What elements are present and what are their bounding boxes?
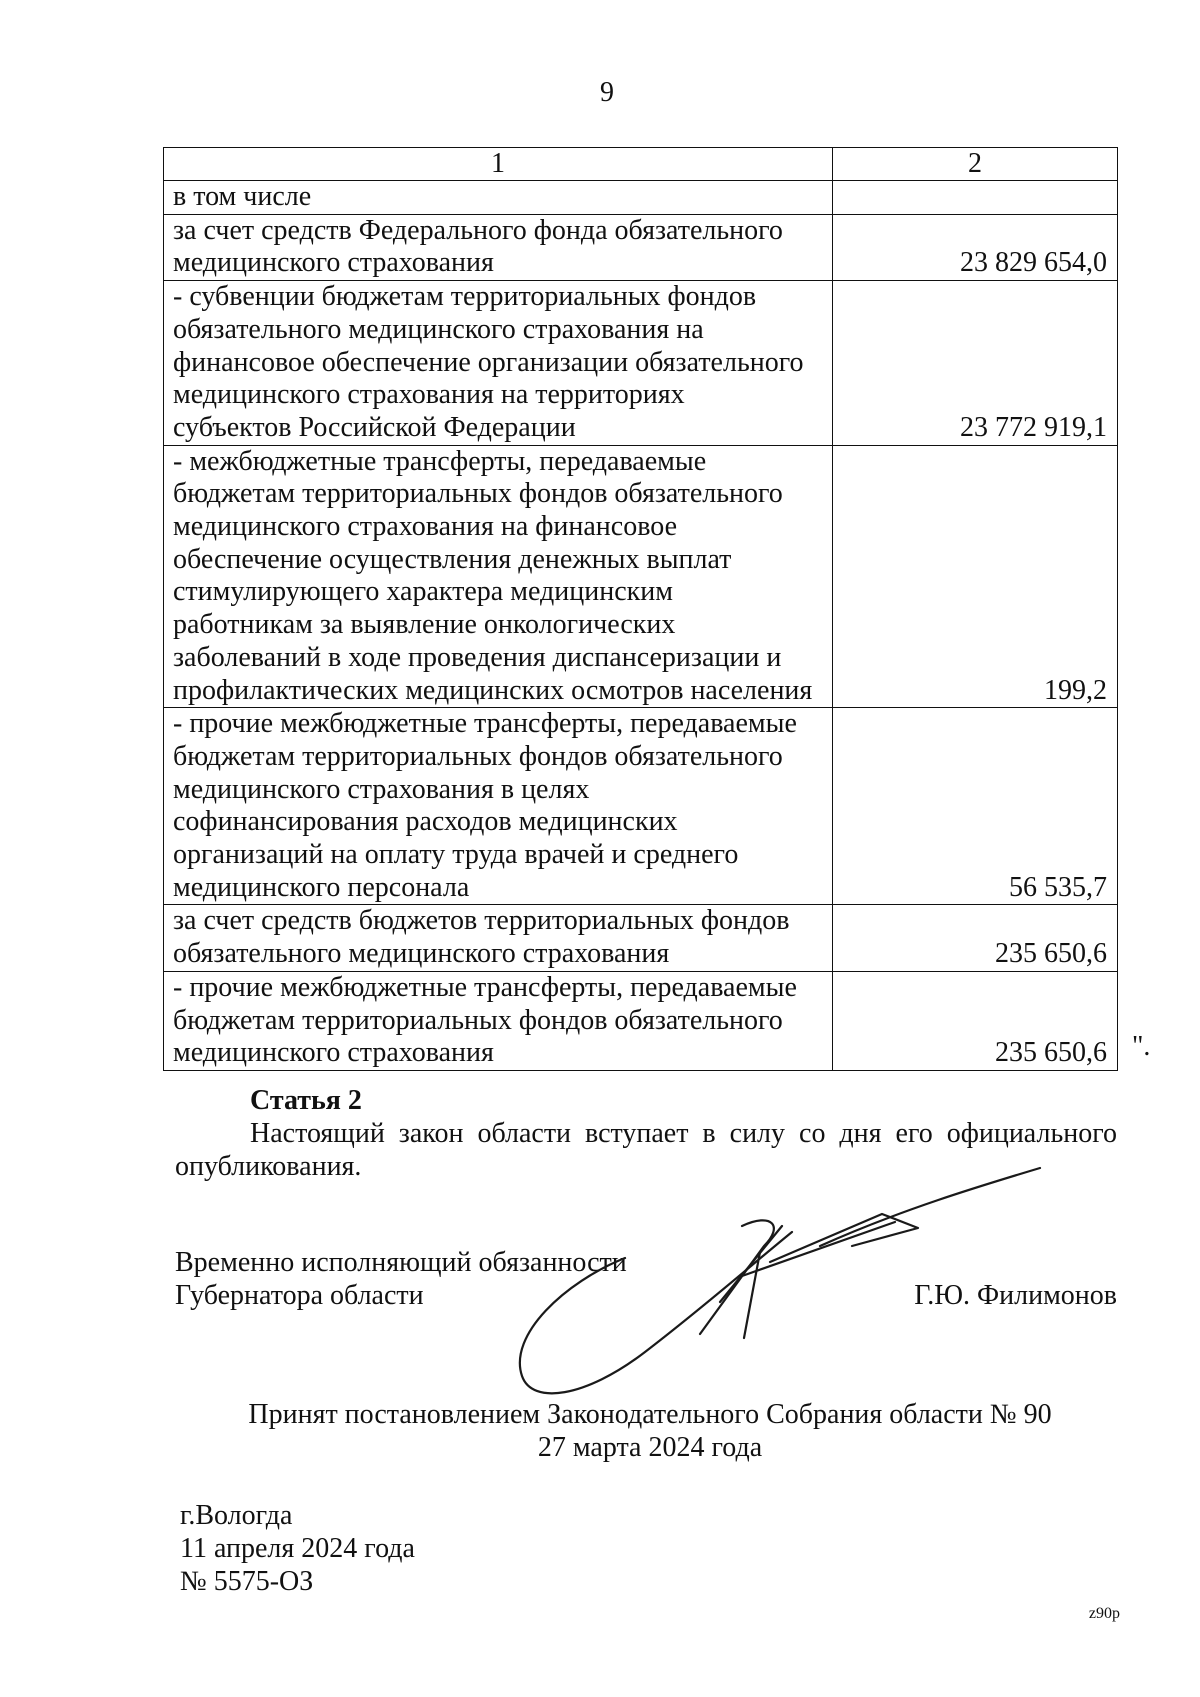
article-title: Статья 2 <box>250 1085 362 1116</box>
row-description-line: обеспечение осуществления денежных выплат <box>173 543 732 575</box>
row-amount: 23 829 654,0 <box>833 214 1118 280</box>
row-description-line: - субвенции бюджетам территориальных фондов <box>173 281 757 313</box>
row-description-line: медицинского персонала <box>173 871 470 903</box>
row-description <box>164 708 833 905</box>
row-amount: 23 772 919,1 <box>833 281 1118 446</box>
signatory-name: Г.Ю. Филимонов <box>914 1280 1117 1311</box>
row-description-line: стимулирующего характера медицинским <box>173 576 673 608</box>
article-text <box>175 1117 1117 1183</box>
row-description-line: бюджетам территориальных фондов обязательного <box>173 1004 783 1036</box>
row-description <box>164 181 833 215</box>
row-amount: 56 535,7 <box>833 708 1118 905</box>
row-description-line: медицинского страхования <box>173 1037 494 1069</box>
table-row <box>164 281 1118 446</box>
row-description-line: в том числе <box>173 181 312 212</box>
row-amount: 235 650,6 <box>833 971 1118 1070</box>
closing-quote-mark: ". <box>1132 1031 1151 1062</box>
row-amount: 235 650,6 <box>833 905 1118 971</box>
table-row <box>164 905 1118 971</box>
row-description <box>164 214 833 280</box>
signatory-position-line: Губернатора области <box>175 1280 424 1311</box>
row-description-line: бюджетам территориальных фондов обязательного <box>173 478 783 510</box>
place: г.Вологда <box>180 1500 293 1531</box>
row-description <box>164 281 833 446</box>
table-row <box>164 214 1118 280</box>
table-row <box>164 708 1118 905</box>
row-description-line: обязательного медицинского страхования на <box>173 313 704 345</box>
row-description-line: профилактических медицинских осмотров населения <box>173 674 813 706</box>
adoption-note-line: Принят постановлением Законодательного Собрания области № 90 <box>248 1399 1052 1430</box>
row-description-line: - межбюджетные трансферты, передаваемые <box>173 445 707 477</box>
place-date-number <box>180 1499 415 1598</box>
row-description-line: медицинского страхования <box>173 247 494 279</box>
row-description-line: субъектов Российской Федерации <box>173 411 576 443</box>
row-description <box>164 445 833 708</box>
row-description-line: медицинского страхования в целях <box>173 773 590 805</box>
adoption-note <box>200 1398 1100 1464</box>
row-description-line: финансовое обеспечение организации обязательного <box>173 346 804 378</box>
row-description-line: медицинского страхования на финансовое <box>173 511 678 543</box>
row-description-line: обязательного медицинского страхования <box>173 938 670 970</box>
row-description-line: - прочие межбюджетные трансферты, передаваемые <box>173 708 797 740</box>
adoption-date: 27 марта 2024 года <box>537 1432 763 1463</box>
table-row <box>164 445 1118 708</box>
row-description-line: работникам за выявление онкологических <box>173 609 676 641</box>
law-number: № 5575-ОЗ <box>180 1566 314 1597</box>
page-number: 9 <box>600 77 614 108</box>
table-row <box>164 181 1118 215</box>
row-amount: 199,2 <box>833 445 1118 708</box>
footer-code: z90p <box>1088 1605 1120 1622</box>
column-header-2: 2 <box>833 148 1118 181</box>
row-description-line: медицинского страхования на территориях <box>173 379 685 411</box>
row-description-line: за счет средств бюджетов территориальных фондов <box>173 905 790 937</box>
row-description-line: софинансирования расходов медицинских <box>173 806 678 838</box>
table-header-row <box>164 148 1118 181</box>
signing-date: 11 апреля 2024 года <box>180 1533 415 1564</box>
column-header-1: 1 <box>164 148 833 181</box>
article-text-line: Настоящий закон области вступает в силу со дня его официального <box>250 1118 1117 1149</box>
row-description-line: - прочие межбюджетные трансферты, передаваемые <box>173 971 797 1003</box>
table-row <box>164 971 1118 1070</box>
row-description-line: организаций на оплату труда врачей и среднего <box>173 839 739 871</box>
row-description <box>164 971 833 1070</box>
article-text-line: опубликования. <box>175 1151 362 1182</box>
row-description-line: заболеваний в ходе проведения диспансеризации и <box>173 641 782 673</box>
row-description-line: бюджетам территориальных фондов обязательного <box>173 740 783 772</box>
signatory-position <box>175 1246 627 1312</box>
signatory-position-line: Временно исполняющий обязанности <box>175 1247 627 1278</box>
row-description <box>164 905 833 971</box>
row-amount <box>833 181 1118 215</box>
budget-table <box>163 147 1118 1071</box>
row-description-line: за счет средств Федерального фонда обязательного <box>173 214 783 246</box>
